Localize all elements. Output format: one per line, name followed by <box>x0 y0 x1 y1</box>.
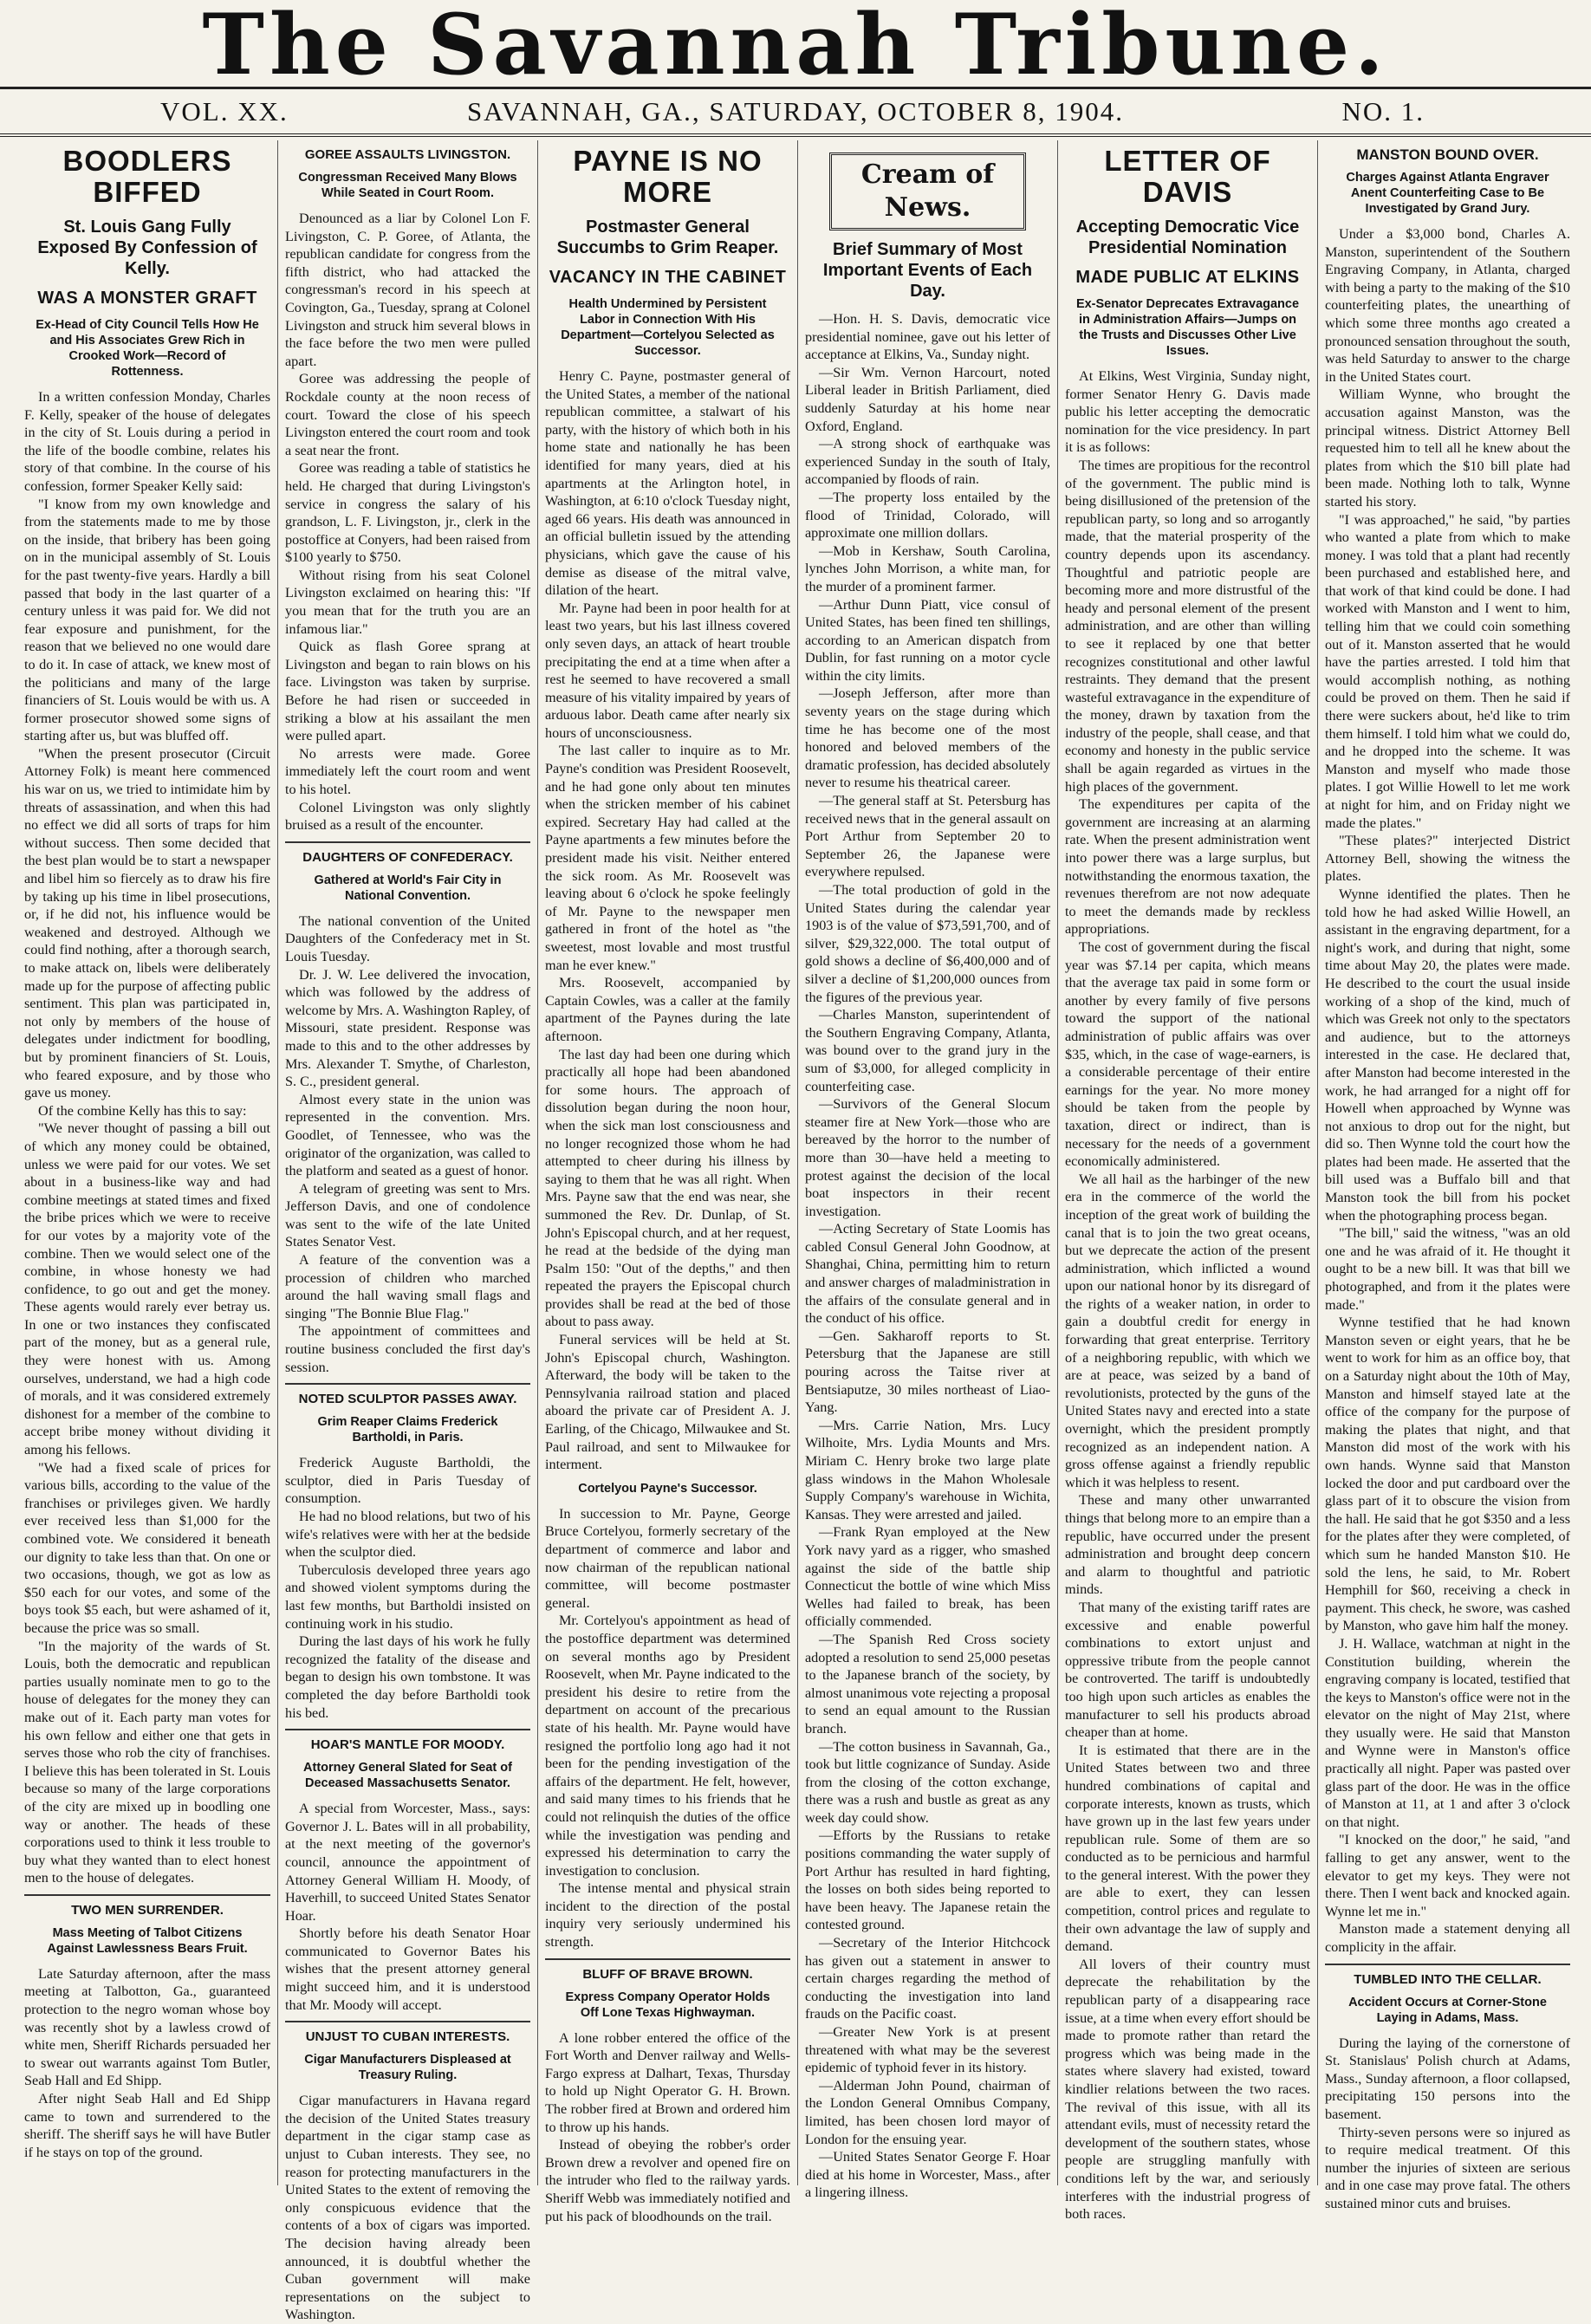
paragraph: "These plates?" interjected District Attorney Bell, showing the witness the plates. <box>1325 833 1570 885</box>
masthead <box>0 0 1591 94</box>
paragraph: No arrests were made. Goree immediately left the court room and went to his hotel. <box>285 745 530 797</box>
paragraph: During the last days of his work he fully recognized the fatality of the disease and began to design his own tombstone. It was completed the day before Bartholdi took his bed. <box>285 1633 530 1721</box>
paragraph: The last caller to inquire as to Mr. Payne's condition was President Roosevelt, and he had gone only about ten minutes when the stricken member of his cabinet expired. Secretary Hay had called at the Payne apartments a few minutes before the president made his visit. Neither entered the sick room. As Mr. Roosevelt was leaving about 6 o'clock he spoke feelingly of Mr. Payne to the newspaper men gathered in front of the hotel as "the sweetest, most lovable and most trustful man he ever knew." <box>545 743 790 973</box>
subhead-goree: Congressman Received Many Blows While Seated in Court Room. <box>298 171 517 200</box>
section-head-daughters: DAUGHTERS OF CONFEDERACY. <box>285 841 530 866</box>
paragraph: —The Spanish Red Cross society adopted a resolution to send 25,000 pesetas to the Japanese branch of the society, by almost unanimous vote rejecting a proposal to send an equal amount to the Russian branch. <box>805 1631 1050 1737</box>
paragraph: Shortly before his death Senator Hoar communicated to Governor Bates his wishes that the present attorney general might succeed him, and it is understood that Mr. Moody will accept. <box>285 1925 530 2013</box>
paragraph: Under a $3,000 bond, Charles A. Manston, superintendent of the Southern Engraving Company, in Atlanta, charged with being a party to the making of the $10 counterfeiting plates, the unearthing of which some three months ago created a pronounced sensation throughout the south, was held Saturday to answer to the charge in the United States court. <box>1325 226 1570 385</box>
article-body-two-men <box>24 1965 270 2162</box>
paragraph: Of the combine Kelly has this to say: <box>38 1102 247 1119</box>
paragraph: —Arthur Dunn Piatt, vice consul of United States, has been fined ten shillings, according to an American dispatch from Dublin, for fast running on a motor cycle within the city limits. <box>805 596 1050 684</box>
deck-cream: Brief Summary of Most Important Events of Each Day. <box>822 240 1033 301</box>
subhead-cuban: Cigar Manufacturers Displeased at Treasury Ruling. <box>304 2053 511 2083</box>
subhead-cellar: Accident Occurs at Corner-Stone Laying in Adams, Mass. <box>1348 1995 1547 2025</box>
paragraph: Almost every state in the union was represented in the convention. Mrs. Goodlet, of Tennessee, who was the originator of the organization, was called to the platform and seated as a guest of honor. <box>285 1091 530 1179</box>
paragraph: In a written confession Monday, Charles F. Kelly, speaker of the house of delegates in the city of St. Louis during a period in the life of the boodle combine, relates his story of that combine. In the course of his confession, former Speaker Kelly said: <box>24 389 270 494</box>
paragraph: "The bill," said the witness, "was an old one and he was afraid of it. He thought it ought to be a new bill. It was that bill we photographed, and from it the plates were made." <box>1325 1225 1570 1313</box>
article-body-goree <box>285 210 530 834</box>
issue-number: NO. 1. <box>1341 96 1425 127</box>
paragraph: —Charles Manston, superintendent of the Southern Engraving Company, Atlanta, was bound over to the grand jury in the sum of $3,000, for alleged complicity in counterfeiting case. <box>805 1007 1050 1094</box>
headline-boodlers: BOODLERS BIFFED <box>62 145 232 208</box>
paragraph: Mrs. Roosevelt, accompanied by Captain Cowles, was a caller at the family apartment of the Paynes during the late afternoon. <box>545 975 790 1044</box>
dateline-bar <box>0 87 1591 137</box>
subhead-two-men: Mass Meeting of Talbot Citizens Against Lawlessness Bears Fruit. <box>47 1925 248 1956</box>
paragraph: "I knocked on the door," he said, "and falling to get any answer, went to the elevator to get my keys. They were not there. Then I went back and knocked again. Wynne let me in." <box>1325 1832 1570 1919</box>
paragraph: —The total production of gold in the United States during the calendar year 1903 is of the value of $73,591,700, and of silver, $29,322,000. The total output of gold shows a decline of $6,400,000 and of silver a decline of $1,200,000 ounces from the figures of the previous year. <box>805 882 1050 1005</box>
news-briefs-list <box>805 310 1050 2202</box>
article-body-davis <box>1065 367 1310 2223</box>
subhead-payne: Health Undermined by Persistent Labor in Connection With His Department—Cortelyou Selected as Successor. <box>561 297 775 358</box>
paragraph: —The general staff at St. Petersburg has received news that in the general assault on Port Arthur from September 20 to September 26, the Japanese were everywhere repulsed. <box>805 793 1050 880</box>
paragraph: The national convention of the United Daughters of the Confederacy met in St. Louis Tuesday. <box>285 912 530 964</box>
article-body-sculptor <box>285 1454 530 1722</box>
paragraph: Goree was reading a table of statistics he held. He charged that during Livingston's service in congress the salary of his grandson, L. F. Livingston, jr., clerk in the postoffice at Conyers, had been raised from $100 yearly to $750. <box>285 460 530 566</box>
article-columns <box>17 140 1577 2323</box>
column-1 <box>17 140 277 2185</box>
paragraph: All lovers of their country must deprecate the rehabilitation by the republican party of a disappearing race issue, at a time when every effort should be made to promote rather than retard the progress which was being made in the states where slavery had existed, toward kindlier relations between the two races. The revival of this issue, with all its attendant evils, must of necessity retard the development of the southern states, whose people are struggling manfully with conditions left by the war, and seriously interferes with the industrial progress of both races. <box>1065 1956 1310 2223</box>
section-head-cellar: TUMBLED INTO THE CELLAR. <box>1325 1964 1570 1988</box>
paragraph: Mr. Cortelyou's appointment as head of the postoffice department was determined on several months ago by President Roosevelt, when Mr. Payne indicated to the president his desire to retire from the department on account of the precarious state of his health. Mr. Payne would have resigned the portfolio long ago had it not been for the pending investigation of the affairs of the department. He felt, however, and said many times to his friends that he could not relinquish the duties of the office while the investigation was pending and expressed his determination to carry the investigation to conclusion. <box>545 1613 790 1879</box>
section-head-goree: GOREE ASSAULTS LIVINGSTON. <box>304 147 511 162</box>
paragraph: —Gen. Sakharoff reports to St. Petersburg that the Japanese are still pouring across the Taitse river at Bentsiaputze, 30 miles northeast of Liao-Yang. <box>805 1328 1050 1416</box>
paragraph: Henry C. Payne, postmaster general of the United States, a member of the national republican committee, a stalwart of his party, with the history of which both in his home state and nationally he has been identified for many years, died at his apartments at the Arlington hotel, in Washington, at 6:10 o'clock Tuesday night, aged 66 years. His death was announced in an official bulletin issued by the attending physicians, which gave the cause of his demise as disease of the mitral valve, dilation of the heart. <box>545 368 790 599</box>
section-head-two-men: TWO MEN SURRENDER. <box>24 1894 270 1918</box>
article-body-manston <box>1325 225 1570 1957</box>
newspaper-title: The Savannah Tribune. <box>202 0 1389 94</box>
paragraph: Dr. J. W. Lee delivered the invocation, which was followed by the address of welcome by Mrs. A. Washington Rapley, of Missouri, state president. Response was made to this and to the other addresses by Mrs. Alexander T. Smythe, of Charleston, S. C., president general. <box>285 966 530 1090</box>
paragraph: Thirty-seven persons were so injured as to require medical treatment. Of this number the injuries of sixteen are serious and in one case may prove fatal. The others sustained minor cuts and bruises. <box>1325 2124 1570 2211</box>
date-label: SAVANNAH, GA., SATURDAY, OCTOBER 8, 1904. <box>466 96 1125 127</box>
paragraph: "We never thought of passing a bill out of which any money could be obtained, unless we were paid for our votes. We set about in a business-like way and had combine meetings at stated times and fixed the bribe prices which we were to receive for our votes by a majority vote of the combine. Then we would select one of the combine, in whose honesty we had confidence, to go out and get the money. These agents would rarely ever betray us. In one or two instances they confiscated part of the money, but as a general rule, they were honest with us. Among ourselves, understand, we had a high code of morals, and it was considered extremely dishonest for a member of the combine to accept bribe money without dividing it among his fellows. <box>24 1120 270 1458</box>
paragraph: After night Seab Hall and Ed Shipp came to town and surrendered to the sheriff. The sheriff says he will have Butler if he stays on top of the ground. <box>24 2091 270 2160</box>
paragraph: Late Saturday afternoon, after the mass meeting at Talbotton, Ga., guaranteed protection to the negro woman whose boy was recently shot by a lawless crowd of white men, Sheriff Richards persuaded her to swear out warrants against Tom Butler, Seab Hall and Ed Shipp. <box>24 1965 270 2089</box>
paragraph: Frederick Auguste Bartholdi, the sculptor, died in Paris Tuesday of consumption. <box>285 1455 530 1507</box>
column-2 <box>277 140 537 2323</box>
paragraph: —Joseph Jefferson, after more than seventy years on the stage during which time he has become one of the most honored and beloved members of the dramatic profession, has decided absolutely never to resume his theatrical career. <box>805 685 1050 791</box>
deck-davis-2: MADE PUBLIC AT ELKINS <box>1075 268 1300 287</box>
article-body-brown <box>545 2029 790 2226</box>
article-body-cuban <box>285 2092 530 2324</box>
column-6 <box>1317 140 1577 2211</box>
subhead-davis: Ex-Senator Deprecates Extravagance in Administration Affairs—Jumps on the Trusts and Discusses Other Live Issues. <box>1075 297 1300 358</box>
paragraph: Instead of obeying the robber's order Brown drew a revolver and opened fire on the intruder who fled to the railway yards. Sheriff Webb was immediately notified and put his pack of bloodhounds on the trail. <box>545 2137 790 2224</box>
subhead-brown: Express Company Operator Holds Off Lone Texas Highwayman. <box>565 1990 770 2020</box>
paragraph: These and many other unwarranted things that belong more to an empire than a republic, have occurred under the present administration and brought deep concern and alarm to thoughtful and patriotic minds. <box>1065 1492 1310 1598</box>
paragraph: The cost of government during the fiscal year was $7.14 per capita, which means that the average tax paid in some form or another by every family of five persons toward the support of the national administration of public affairs was over $35, which, in the case of wage-earners, is a considerable percentage of their entire earnings for the year. No more money should be taken from the people by taxation, direct or indirect, than is necessary for the needs of a government economically administered. <box>1065 939 1310 1170</box>
paragraph: The last day had been one during which practically all hope had been abandoned for some hours. The approach of dissolution began during the noon hour, when the sick man lost consciousness and no longer recognized those whom he had attempted to cheer during his illness by saying to them that he was all right. When Mrs. Payne saw that the end was near, she summoned the Rev. Dr. Dunlap, of St. John's Episcopal church, and at her request, he read at the bedside of the dying man Psalm 150: "Out of the depths," and then repeated the prayers the Episcopal church provides shall be read at the bed of those about to pass away. <box>545 1046 790 1330</box>
paragraph: Manston made a statement denying all complicity in the affair. <box>1325 1921 1570 1955</box>
paragraph: —Survivors of the General Slocum steamer fire at New York—those who are bereaved by the horror to the number of more than 30—have held a meeting to protest against the decision of the local boat inspectors in their recent investigation. <box>805 1096 1050 1219</box>
paragraph: "I was approached," he said, "by parties who wanted a plate from which to make money. I was told that a plant had recently been purchased and established here, and that work of that kind could be done. I had worked with Manston and I went to him, telling him that we could coin something out of it. Manston asserted that he would have the parties arrested. I told him that would accomplish nothing, as nothing could be proved on them. Then he said if there were suckers about, he'd like to trim them himself. I told him what we could do, and he dropped into the scheme. It was Manston and myself who made those plates. I got Willie Howell to let me work at night for him, and on Friday night we made the plates." <box>1325 511 1570 831</box>
paragraph: —A strong shock of earthquake was experienced Sunday in the south of Italy, accompanied by floods of rain. <box>805 436 1050 488</box>
article-body-payne <box>545 367 790 1474</box>
subhead-boodlers: Ex-Head of City Council Tells How He and His Associates Grew Rich in Crooked Work—Record of Rottenness. <box>36 318 259 379</box>
paragraph: A special from Worcester, Mass., says: Governor J. L. Bates will in all probability, at the next meeting of the governor's council, announce the appointment of Attorney General William H. Moody, of Haverhill, to succeed United States Senator Hoar. <box>285 1801 530 1924</box>
column-3 <box>537 140 797 2224</box>
paragraph: —Frank Ryan employed at the New York navy yard as a rigger, who smashed against the side of the battle ship Connecticut the bottle of wine which Miss Welles had failed to break, has been officially commended. <box>805 1524 1050 1630</box>
paragraph: "We had a fixed scale of prices for various bills, according to the value of the franchises or privileges given. We hardly ever received less than $1,000 for the combined vote. We considered it beneath our dignity to take less than that. On one or two occasions, though, we got as low as $50 each for our votes, and some of the boys took $5 each, but were ashamed of it, because the price was so small. <box>24 1459 270 1636</box>
paragraph: —Efforts by the Russians to retake positions commanding the water supply of Port Arthur has resulted in hard fighting, the losses on both sides being reported to have been heavy. The Japanese retain the contested ground. <box>805 1827 1050 1933</box>
cream-of-news-box: Cream of News. <box>829 153 1026 230</box>
paragraph: —The property loss entailed by the flood of Trinidad, Colorado, will approximate one million dollars. <box>805 489 1050 542</box>
paragraph: Wynne identified the plates. Then he told how he had asked Willie Howell, an assistant in the engraving department, for a night's work, and during that night, some time about May 20, the plates were made. He described to the court the usual inside working of a shop of the kind, much of which was Greek not only to the spectators and audience, but to the attorneys interested in the case. He declared that, after Manston had become interested in the work, he had arranged for a night off for Howell when approached by Wynne was not anxious to drop out for the night, but did so. Then Wynne told the court how the plates had been made. He asserted that the bill used was a Buffalo bill and that Manston took the bill from his pocket when the photographing process began. <box>1325 886 1570 1224</box>
paragraph: Denounced as a liar by Colonel Lon F. Livingston, C. P. Goree, of Atlanta, the republican candidate for congress from the fifth district, who had attacked the congressman's record in his speech at Covington, Ga., Tuesday, sprang at Colonel Livingston and struck him several blows in the face before the two men were pulled apart. <box>285 211 530 369</box>
deck-boodlers-2: WAS A MONSTER GRAFT <box>37 289 257 308</box>
paragraph: —Acting Secretary of State Loomis has cabled Consul General John Goodnow, at Shanghai, China, permitting him to return and answer charges of maladministration in the affairs of the consulate general and in the conduct of his office. <box>805 1221 1050 1327</box>
paragraph: "When the present prosecutor (Circuit Attorney Folk) is meant here commenced his war on us, we tried to intimidate him by threats of assassination, and when this had no effect we did all sorts of traps for him without success. Then some decided that the best plan would be to start a newspaper and libel him so fiercely as to draw his fire by taking up his time in libel prosecutions, or, if he did not, his influence would be weakened and destroyed. Although we could find nothing, after a thorough search, to make attack on, libels were deliberately made up for the purpose of affecting public sentiment. This plan was participated in, not only by members of the house of delegates under indictment for boodling, but by prominent financiers of St. Louis, who feared exposure, and by those who gave us money. <box>24 745 270 1101</box>
deck-davis: Accepting Democratic Vice Presidential Nomination <box>1075 217 1300 257</box>
paragraph: During the laying of the cornerstone of St. Stanislaus' Polish church at Adams, Mass., Sunday afternoon, a floor collapsed, precipitating 150 persons into the basement. <box>1325 2035 1570 2122</box>
article-body-boodlers <box>24 388 270 1887</box>
subhead-hoar: Attorney General Slated for Seat of Deceased Massachusetts Senator. <box>303 1761 512 1791</box>
volume-label: VOL. XX. <box>160 96 289 127</box>
paragraph: —Mrs. Carrie Nation, Mrs. Lucy Wilhoite, Mrs. Lydia Mounts and Mrs. Miriam C. Henry broke two large plate glass windows in the Mahon Wholesale Supply Company's warehouse in Wichita, Kansas. They were arrested and jailed. <box>805 1417 1050 1522</box>
paragraph: Goree was addressing the people of Rockdale county at the noon recess of court. Toward the close of his speech Livingston entered the court room and took a seat near the front. <box>285 371 530 458</box>
article-body-cortelyou <box>545 1505 790 1951</box>
deck-payne: Postmaster General Succumbs to Grim Reaper. <box>556 217 779 257</box>
paragraph: William Wynne, who brought the accusation against Manston, was the principal witness. District Attorney Bell requested him to tell all he knew about the plates from which the $10 bill plate had been made. Nothing loth to talk, Wynne started his story. <box>1325 386 1570 510</box>
paragraph: —Mob in Kershaw, South Carolina, lynches John Morrison, a white man, for the murder of a prominent farmer. <box>805 542 1050 594</box>
section-head-manston: MANSTON BOUND OVER. <box>1356 146 1539 163</box>
section-head-hoar: HOAR'S MANTLE FOR MOODY. <box>285 1729 530 1753</box>
paragraph: —The cotton business in Savannah, Ga., took but little cognizance of Sunday. Aside from the closing of the cotton exchange, there was a rush and bustle as great as any week day could show. <box>805 1738 1050 1826</box>
paragraph: That many of the existing tariff rates are excessive and enable powerful combinations to extort unjust and oppressive tribute from the people cannot be controverted. The tariff is undoubtedly too high upon such articles as enables the manufacturer to sell his products abroad cheaper than at home. <box>1065 1599 1310 1741</box>
paragraph: Funeral services will be held at St. John's Episcopal church, Washington. Afterward, the body will be taken to the Pennsylvania railroad station and placed aboard the private car of President A. J. Earling, of the Chicago, Milwaukee and St. Paul railroad, and sent to Milwaukee for interment. <box>545 1332 790 1473</box>
paragraph: Wynne testified that he had known Manston seven or eight years, that he be went to work for him as an office boy, that on a Saturday night about the 10th of May, Manston and himself stayed late at the office of the company for the purpose of making the plates that night, and that Manston did most of the work with his own hands. Wynne said that Manston locked the door and put cardboard over the glass part of it to obscure the vision from the hall. He said that he got $350 and a less for the plates after they were completed, of which sum he handed Manston $10. He sold the lens, he said, to Mr. Robert Hemphill for $60, receiving a check in payment. This check, he swore, was cashed by Manston, who gave him half the money. <box>1325 1315 1570 1634</box>
deck-payne-2: VACANCY IN THE CABINET <box>549 268 787 287</box>
paragraph: Without rising from his seat Colonel Livingston exclaimed on hearing this: "If you mean that for the truth you are an infamous liar." <box>285 567 530 637</box>
subhead-manston: Charges Against Atlanta Engraver Anent Counterfeiting Case to Be Investigated by Grand Jury. <box>1346 171 1549 216</box>
paragraph: —Alderman John Pound, chairman of the London General Omnibus Company, limited, has been chosen lord mayor of London for the ensuing year. <box>805 2077 1050 2147</box>
paragraph: The times are propitious for the recontrol of the government. The public mind is being disillusioned of the pretension of the republican party, so long and so arrogantly made, that the material prosperity of the country depends upon its ascendancy. Thoughtful and patriotic people are becoming more and more distrustful of the heady and personal element of the present administration, and are other than willing to see it replaced by one that better recognizes constitutional and other lawful restraints. They demand that the present wasteful extravagance in the expenditure of the money, drawn by taxation from the industry of the people, shall cease, and that economy and honesty in the public service shall be again regarded as virtues in the high places of the government. <box>1065 457 1311 795</box>
section-head-brown: BLUFF OF BRAVE BROWN. <box>545 1958 790 1983</box>
subhead-cortelyou: Cortelyou Payne's Successor. <box>578 1481 757 1496</box>
paragraph: "In the majority of the wards of St. Louis, both the democratic and republican parties usually nominate men to go to the house of delegates for the money they can make out of it. Each party man votes for his own fellow and either one that gets in serves those who rob the city of franchises. I believe this has been tolerated in St. Louis because so many of the large corporations of the city are mixed up in boodling one way or another. The heads of these corporations used to think it less trouble to buy what they wanted than to elect honest men to the house of delegates. <box>24 1638 270 1886</box>
paragraph: A lone robber entered the office of the Fort Worth and Denver railway and Wells-Fargo express at Dalhart, Texas, Thursday to hold up Night Operator G. H. Brown. The robber fired at Brown and ordered him to throw up his hands. <box>545 2029 790 2135</box>
column-4 <box>797 140 1057 2201</box>
paragraph: —Greater New York is at present threatened with what may be the severest epidemic of typhoid fever in its history. <box>805 2024 1050 2076</box>
paragraph: At Elkins, West Virginia, Sunday night, former Senator Henry G. Davis made public his letter accepting the democratic nomination for the vice presidency. In part it is as follows: <box>1065 368 1310 456</box>
headline-davis: LETTER OF DAVIS <box>1104 145 1271 208</box>
deck-boodlers: St. Louis Gang Fully Exposed By Confession of Kelly. <box>37 217 257 278</box>
paragraph: The intense mental and physical strain incident to the direction of the postal inquiry very seriously undermined his strength. <box>545 1880 790 1951</box>
paragraph: —United States Senator George F. Hoar died at his home in Worcester, Mass., after a lingering illness. <box>805 2149 1050 2201</box>
paragraph: Tuberculosis developed three years ago and showed violent symptoms during the last few months, but Bartholdi insisted on continuing work in his studio. <box>285 1561 530 1632</box>
paragraph: Mr. Payne had been in poor health for at least two years, but his last illness covered only seven days, an attack of heart trouble precipitating the end at a time when after a rest he seemed to have recovered a small measure of his vitality impaired by years of arduous labor. Death came after nearly six hours of unconsciousness. <box>545 600 790 741</box>
paragraph: It is estimated that there are in the United States between two and three hundred combinations of capital and corporate interests, known as trusts, which have grown up in the last few years under republican rule. Some of them are so conducted as to be pernicious and harmful to the general interest. With the power they are able to exert, they can lessen competition, control prices and regulate to their own advantage the law of supply and demand. <box>1065 1742 1310 1955</box>
paragraph: J. H. Wallace, watchman at night in the Constitution building, wherein the engraving company is located, testified that the keys to Manston's office were not in the elevator on the night of May 21st, where they usually were. He said that Manston and Wynne were in Manston's office practically all night. Paper was pasted over glass part of the door. He was in the office of Manston at 11, at 1 and after 3 o'clock on that night. <box>1325 1635 1570 1830</box>
paragraph: He had no blood relations, but two of his wife's relatives were with her at the bedside when the sculptor died. <box>285 1509 530 1561</box>
column-5 <box>1057 140 1317 2223</box>
paragraph: Cigar manufacturers in Havana regard the decision of the United States treasury department in the cigar stamp case as unjust to Cuban interests. They see, no reason for protecting manufacturers in the United States to the extent of removing the only conspicuous evidence that the contents of a box of cigars was imported. The decision having already been announced, it is doubtful whether the Cuban government will make representations on the subject to Washington. <box>285 2093 530 2323</box>
paragraph: —Sir Wm. Vernon Harcourt, noted Liberal leader in British Parliament, died suddenly Saturday at his home near Oxford, England. <box>805 364 1050 434</box>
paragraph: We all hail as the harbinger of the new era in the commerce of the world the inception of the great work of building the canal that is to join the two great oceans, but we deprecate the action of the present administration, which inflicted a wound upon our national honor by its disregard of the rights of a weaker nation, in order to gain a doubtful credit for energy in forwarding that great enterprise. Territory of a neighboring republic, with which we are at peace, was seized by a band of revolutionists, protected by the guns of the United States navy and erected into a state overnight, which the president promptly recognized as an independent nation. A gross offense against a friendly republic which it was helpless to resent. <box>1065 1171 1310 1490</box>
paragraph: In succession to Mr. Payne, George Bruce Cortelyou, formerly secretary of the department of commerce and labor and now chairman of the republican national committee, will become postmaster general. <box>545 1505 790 1611</box>
paragraph: —Secretary of the Interior Hitchcock has given out a statement in answer to certain charges regarding the method of conducting the investigation into land frauds on the Pacific coast. <box>805 1935 1050 2022</box>
article-body-hoar <box>285 1800 530 2014</box>
section-head-sculptor: NOTED SCULPTOR PASSES AWAY. <box>285 1383 530 1407</box>
subhead-sculptor: Grim Reaper Claims Frederick Bartholdi, in Paris. <box>317 1415 498 1445</box>
paragraph: The expenditures per capita of the government are increasing at an alarming rate. When the present administration went into power there was a large surplus, but notwithstanding the enormous taxation, the revenues therefrom are not now adequate to meet the demands made by reckless appropriations. <box>1065 796 1310 938</box>
paragraph: A feature of the convention was a procession of children who marched around the hall waving small flags and singing "The Bonnie Blue Flag." <box>285 1252 530 1321</box>
article-body-cellar <box>1325 2035 1570 2213</box>
paragraph: Colonel Livingston was only slightly bruised as a result of the encounter. <box>285 799 530 834</box>
paragraph: "I know from my own knowledge and from the statements made to me by those on the inside, that bribery has been going on in the municipal assembly of St. Louis for the past twenty-five years. Hardly a bill passed that body in the last quarter of a century unless it was paid for. We did not fear exposure and punishment, for the reason that we believed no one would dare to do it. In case of attack, we knew most of the politicians and many of the large financiers of St. Louis would be with us. A former prosecutor showed some signs of starting after us, but was bluffed off. <box>24 496 270 744</box>
subhead-daughters: Gathered at World's Fair City in National Convention. <box>314 873 502 903</box>
paragraph: A telegram of greeting was sent to Mrs. Jefferson Davis, and one of condolence was sent to the wife of the late United States Senator Vest. <box>285 1180 530 1250</box>
section-head-cuban: UNJUST TO CUBAN INTERESTS. <box>285 2021 530 2045</box>
headline-payne: PAYNE IS NO MORE <box>573 145 763 208</box>
article-body-daughters <box>285 912 530 1376</box>
paragraph: Quick as flash Goree sprang at Livingston and began to rain blows on his face. Livingston was taken by surprise. Before he had risen or succeeded in striking a blow at his assailant the men were pulled apart. <box>285 639 530 744</box>
paragraph: The appointment of committees and routine business concluded the first day's session. <box>285 1323 530 1375</box>
paragraph: —Hon. H. S. Davis, democratic vice presidential nominee, gave out his letter of acceptance at Elkins, Va., Sunday night. <box>805 311 1050 363</box>
